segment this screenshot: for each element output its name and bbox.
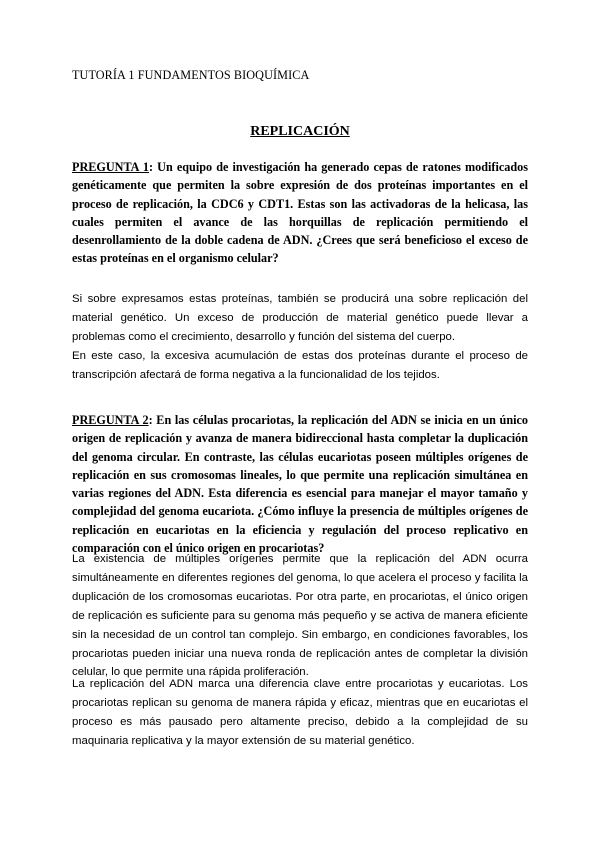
- question-1-text: : Un equipo de investigación ha generado cepas de ratones modificados genéticamente que permiten la sobre expresión de dos proteínas importantes en el proceso de replicación, la CDC6 y CDT1. Estas son las activadoras de la helicasa, las cuales permiten el avance de las horquillas de replicación permitiendo el desenrollamiento de la doble cadena de ADN. ¿Crees que será beneficioso el exceso de estas proteínas en el organismo celular?: [72, 160, 528, 266]
- answer-2-paragraph-1: La existencia de múltiples orígenes permite que la replicación del ADN ocurra simultáneamente en diferentes regiones del genoma, lo que acelera el proceso y facilita la duplicación de los cromosomas eucariotas. Por otra parte, en procariotas, el único origen de replicación es suficiente para su genoma más pequeño y se activa de manera eficiente sin la necesidad de un control tan complejo. Sin embargo, en condiciones favorables, los procariotas pueden iniciar una nueva ronda de replicación antes de completar la división celular, lo que permite una rápida proliferación.: [72, 553, 528, 679]
- answer-1-paragraph-2: En este caso, la excesiva acumulación de estas dos proteínas durante el proceso de transcripción afectará de forma negativa a la funcionalidad de los tejidos.: [72, 349, 528, 381]
- question-2: [72, 411, 528, 557]
- question-2-text: : En las células procariotas, la replicación del ADN se inicia en un único origen de replicación y avanza de manera bidireccional hasta completar la duplicación del genoma circular. En contraste, las células eucariotas poseen múltiples orígenes de replicación en sus cromosomas lineales, lo que permite una replicación simultánea en varias regiones del ADN. Esta diferencia es esencial para manejar el mayor tamaño y complejidad del genoma eucariota. ¿Cómo influye la presencia de múltiples orígenes de replicación en eucariotas en la eficiencia y regulación del proceso replicativo en comparación con el único origen en procariotas?: [72, 413, 528, 556]
- question-1: [72, 158, 528, 268]
- question-2-label: PREGUNTA 2: [72, 413, 149, 427]
- answer-2-paragraph-2: La replicación del ADN marca una diferencia clave entre procariotas y eucariotas. Los procariotas replican su genoma de manera rápida y eficaz, mientras que en eucariotas el proceso es más pausado pero altamente preciso, debido a la complejidad de su maquinaria replicativa y la mayor extensión de su material genético.: [72, 678, 528, 747]
- answer-1: [72, 290, 528, 385]
- page-title: REPLICACIÓN: [250, 124, 350, 139]
- answer-1-paragraph-1: Si sobre expresamos estas proteínas, también se producirá una sobre replicación del material genético. Un exceso de producción de material genético puede llevar a problemas como el crecimiento, desarrollo y función del sistema del cuerpo.: [72, 293, 528, 343]
- question-1-label: PREGUNTA 1: [72, 160, 150, 174]
- course-header: TUTORÍA 1 FUNDAMENTOS BIOQUÍMICA: [72, 68, 310, 82]
